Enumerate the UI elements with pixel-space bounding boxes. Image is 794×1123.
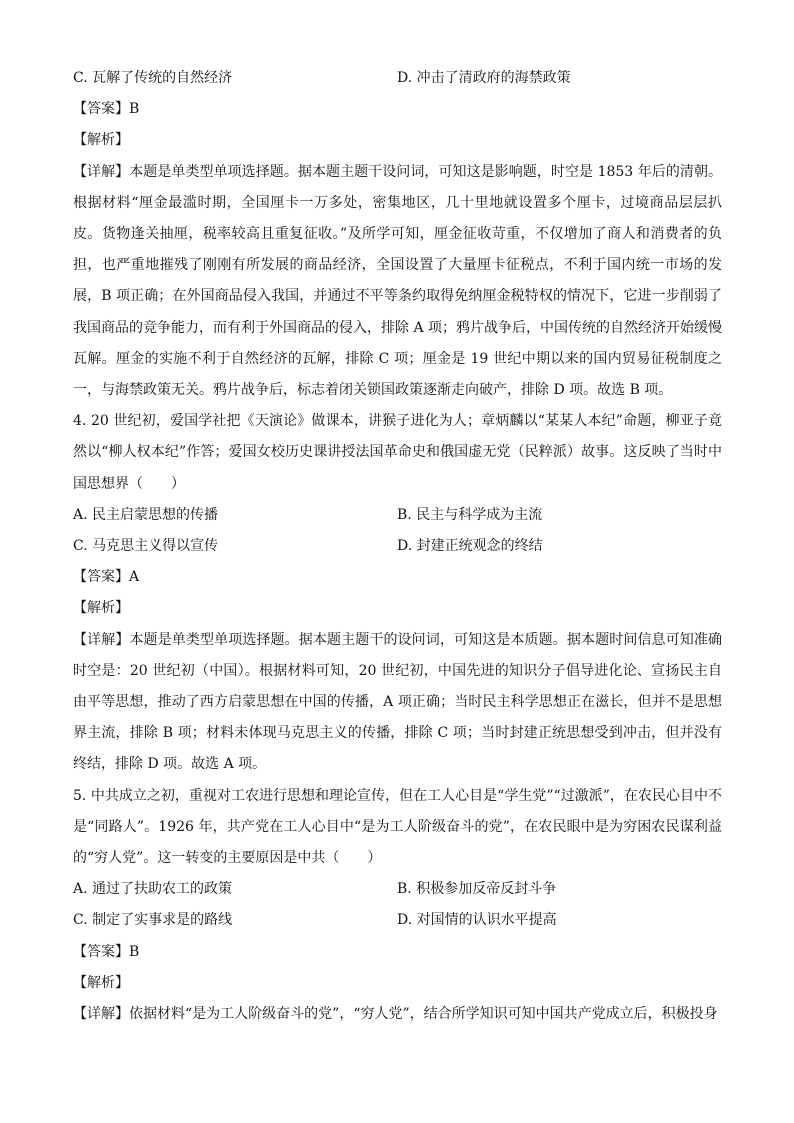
q3-options-row <box>73 63 722 94</box>
q5-option-a[interactable]: A. 通过了扶助农工的政策 <box>73 881 233 898</box>
q5-detail: 【详解】依据材料“是为工人阶级奋斗的党”，“穷人党”，结合所学知识可知中国共产党成立后，积极投身 <box>73 1005 718 1022</box>
q5-option-b[interactable]: B. 积极参加反帝反封斗争 <box>397 881 557 898</box>
q5-option-c[interactable]: C. 制定了实事求是的路线 <box>73 912 233 929</box>
q5-analysis-label: 【解析】 <box>73 974 129 991</box>
q4-option-d[interactable]: D. 封建正统观念的终结 <box>397 537 543 554</box>
q5-stem: 5. 中共成立之初，重视对工农进行思想和理论宣传，但在工人心目是“学生党”“过激派”，在农民心目中不是“同路人”。1926 年，共产党在工人心目中“是为工人阶级奋斗的党”，在农民眼中是为穷困农民谋利益的“穷人党”。这一转变的主要原因是中共（ ） <box>73 787 722 866</box>
q4-answer: 【答案】A <box>73 569 140 586</box>
q4-options-row-2 <box>73 531 722 562</box>
q5-options-row-1 <box>73 874 722 905</box>
q5-answer: 【答案】B <box>73 943 140 960</box>
q4-option-c[interactable]: C. 马克思主义得以宣传 <box>73 537 219 554</box>
q4-options-row-1 <box>73 500 722 531</box>
q3-answer: 【答案】B <box>73 101 140 118</box>
q3-option-d[interactable]: D. 冲击了清政府的海禁政策 <box>397 70 571 86</box>
q4-detail: 【详解】本题是单类型单项选择题。据本题主题干的设问词，可知这是本质题。据本题时间信息可知准确时空是：20 世纪初（中国）。根据材料可知，20 世纪初，中国先进的知识分子倡导进化论、宣扬民主自由平等思想，推动了西方启蒙思想在中国的传播，A 项正确；当时民主科学思想正在滋长，但并不是思想界主流，排除 B 项；材料未体现马克思主义的传播，排除 C 项；当时封建正统思想受到冲击，但并没有终结，排除 D 项。故选 A 项。 <box>73 631 722 773</box>
q4-option-a[interactable]: A. 民主启蒙思想的传播 <box>73 506 219 523</box>
q4-analysis-label: 【解析】 <box>73 600 129 617</box>
q5-options-row-2 <box>73 905 722 936</box>
q4-option-b[interactable]: B. 民主与科学成为主流 <box>397 506 543 523</box>
q3-analysis-label: 【解析】 <box>73 132 129 149</box>
q5-option-d[interactable]: D. 对国情的认识水平提高 <box>397 912 557 929</box>
q3-detail: 【详解】本题是单类型单项选择题。据本题主题干设问词，可知这是影响题，时空是 1853 年后的清朝。根据材料“厘金最滥时期，全国厘卡一万多处，密集地区，几十里地就设置多个厘卡，过境商品层层扒皮。货物逢关抽厘，税率较高且重复征收。”及所学可知，厘金征收苛重，不仅增加了商人和消费者的负担，也严重地摧残了刚刚有所发展的商品经济，全国设置了大量厘卡征税点，不利于国内统一市场的发展，B 项正确；在外国商品侵入我国，并通过不平等条约取得免纳厘金税特权的情况下，它进一步削弱了我国商品的竞争能力，而有利于外国商品的侵入，排除 A 项；鸦片战争后，中国传统的自然经济开始缓慢瓦解。厘金的实施不利于自然经济的瓦解，排除 C 项；厘金是 19 世纪中期以来的国内贸易征税制度之一，与海禁政策无关。鸦片战争后，标志着闭关锁国政策逐渐走向破产，排除 D 项。故选 B 项。 <box>73 163 723 398</box>
q4-stem: 4. 20 世纪初，爱国学社把《天演论》做课本，讲猴子进化为人；章炳麟以“某某人本纪”命题，柳亚子竟然以“柳人权本纪”作答；爱国女校历史课讲授法国革命史和俄国虚无党（民粹派）故事。这反映了当时中国思想界（ ） <box>73 413 722 492</box>
q3-option-c[interactable]: C. 瓦解了传统的自然经济 <box>73 70 233 86</box>
